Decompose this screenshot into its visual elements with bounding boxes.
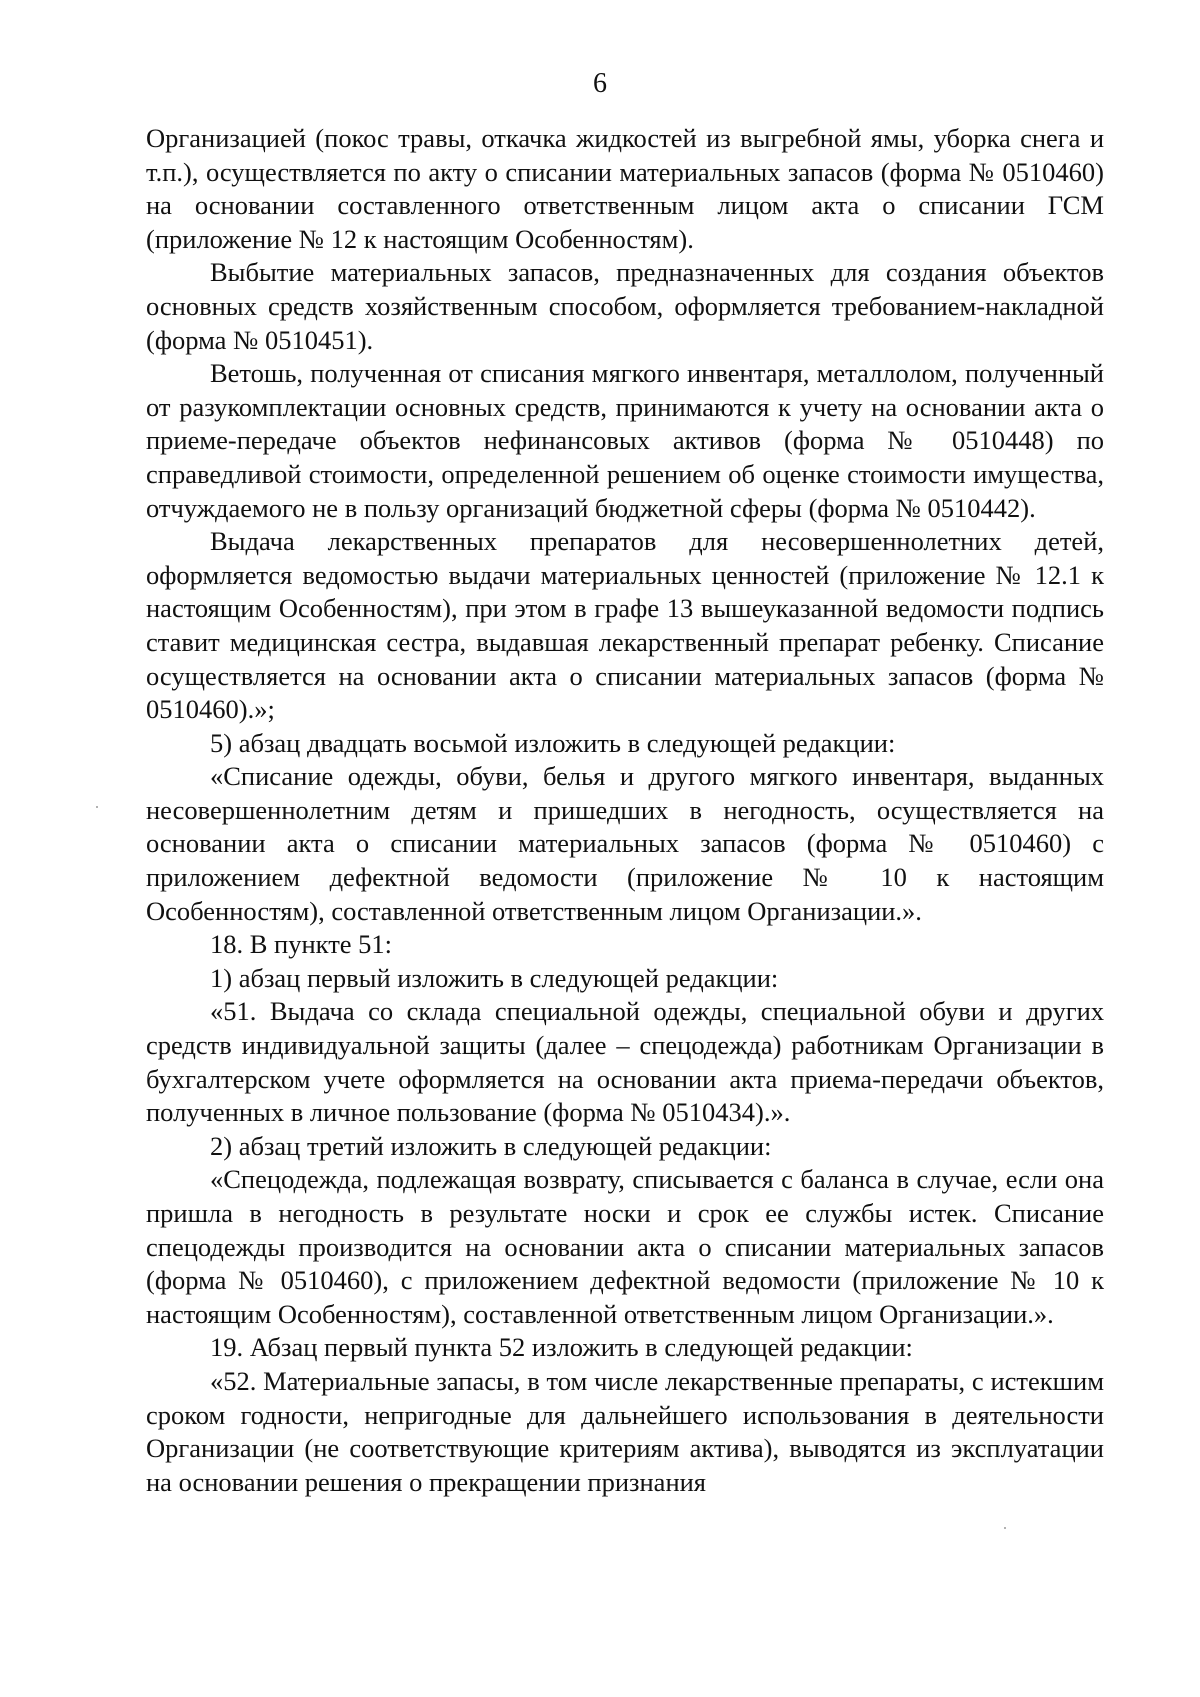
paragraph-item-5: 5) абзац двадцать восьмой изложить в следующей редакции: bbox=[210, 727, 896, 758]
paragraph-rags-scrap: Ветошь, полученная от списания мягкого инвентаря, металлолом, полученный от разукомплектации основных средств, принимаются к учету на основании акта о приеме-передаче объектов нефинансовых активов (форма № 0510448) по справедливой стоимости, определенной решением об оценке стоимости имущества, отчуждаемого не в пользу организаций бюджетной сферы (форма № 0510442). bbox=[146, 358, 1104, 523]
paragraph-item-18-1: 1) абзац первый изложить в следующей редакции: bbox=[210, 962, 779, 993]
paragraph-clause-52: «52. Материальные запасы, в том числе лекарственные препараты, с истекшим сроком годности, непригодные для дальнейшего использования в деятельности Организации (не соответствующие критериям актива), выводятся из эксплуатации на основании решения о прекращении признания bbox=[146, 1365, 1104, 1497]
paragraph-soft-inventory-writeoff: «Списание одежды, обуви, белья и другого мягкого инвентаря, выданных несовершеннолетним детям и пришедших в негодность, осуществляется на основании акта о списании материальных запасов (форма № 0510460) с приложением дефектной ведомости (приложение № 10 к настоящим Особенностям), составленной ответственным лицом Организации.». bbox=[146, 761, 1104, 926]
document-body bbox=[146, 122, 1104, 1499]
paragraph-item-19: 19. Абзац первый пункта 52 изложить в следующей редакции: bbox=[210, 1332, 913, 1363]
paragraph-medicines-issue: Выдача лекарственных препаратов для несовершеннолетних детей, оформляется ведомостью выдачи материальных ценностей (приложение № 12.1 к настоящим Особенностям), при этом в графе 13 вышеуказанной ведомости подпись ставит медицинская сестра, выдавшая лекарственный препарат ребенку. Списание осуществляется на основании акта о списании материальных запасов (форма № 0510460).»; bbox=[146, 526, 1104, 725]
paragraph-item-18: 18. В пункте 51: bbox=[210, 929, 393, 960]
scan-speck bbox=[96, 806, 98, 808]
scan-speck bbox=[1004, 1527, 1006, 1529]
paragraph-continuation: Организацией (покос травы, откачка жидкостей из выгребной ямы, уборка снега и т.п.), осуществляется по акту о списании материальных запасов (форма № 0510460) на основании составленного ответственным лицом акта о списании ГСМ (приложение № 12 к настоящим Особенностям). bbox=[146, 123, 1104, 254]
paragraph-workwear-writeoff: «Спецодежда, подлежащая возврату, списывается с баланса в случае, если она пришла в негодность в результате носки и срок ее службы истек. Списание спецодежды производится на основании акта о списании материальных запасов (форма № 0510460), с приложением дефектной ведомости (приложение № 10 к настоящим Особенностям), составленной ответственным лицом Организации.». bbox=[146, 1164, 1104, 1329]
paragraph-clause-51: «51. Выдача со склада специальной одежды, специальной обуви и других средств индивидуальной защиты (далее – спецодежда) работникам Организации в бухгалтерском учете оформляется на основании акта приема-передачи объектов, полученных в личное пользование (форма № 0510434).». bbox=[146, 996, 1104, 1128]
page-number: 6 bbox=[593, 68, 607, 99]
paragraph-item-18-2: 2) абзац третий изложить в следующей редакции: bbox=[210, 1130, 772, 1161]
paragraph-fixed-assets-disposal: Выбытие материальных запасов, предназначенных для создания объектов основных средств хозяйственным способом, оформляется требованием-накладной (форма № 0510451). bbox=[146, 257, 1104, 355]
